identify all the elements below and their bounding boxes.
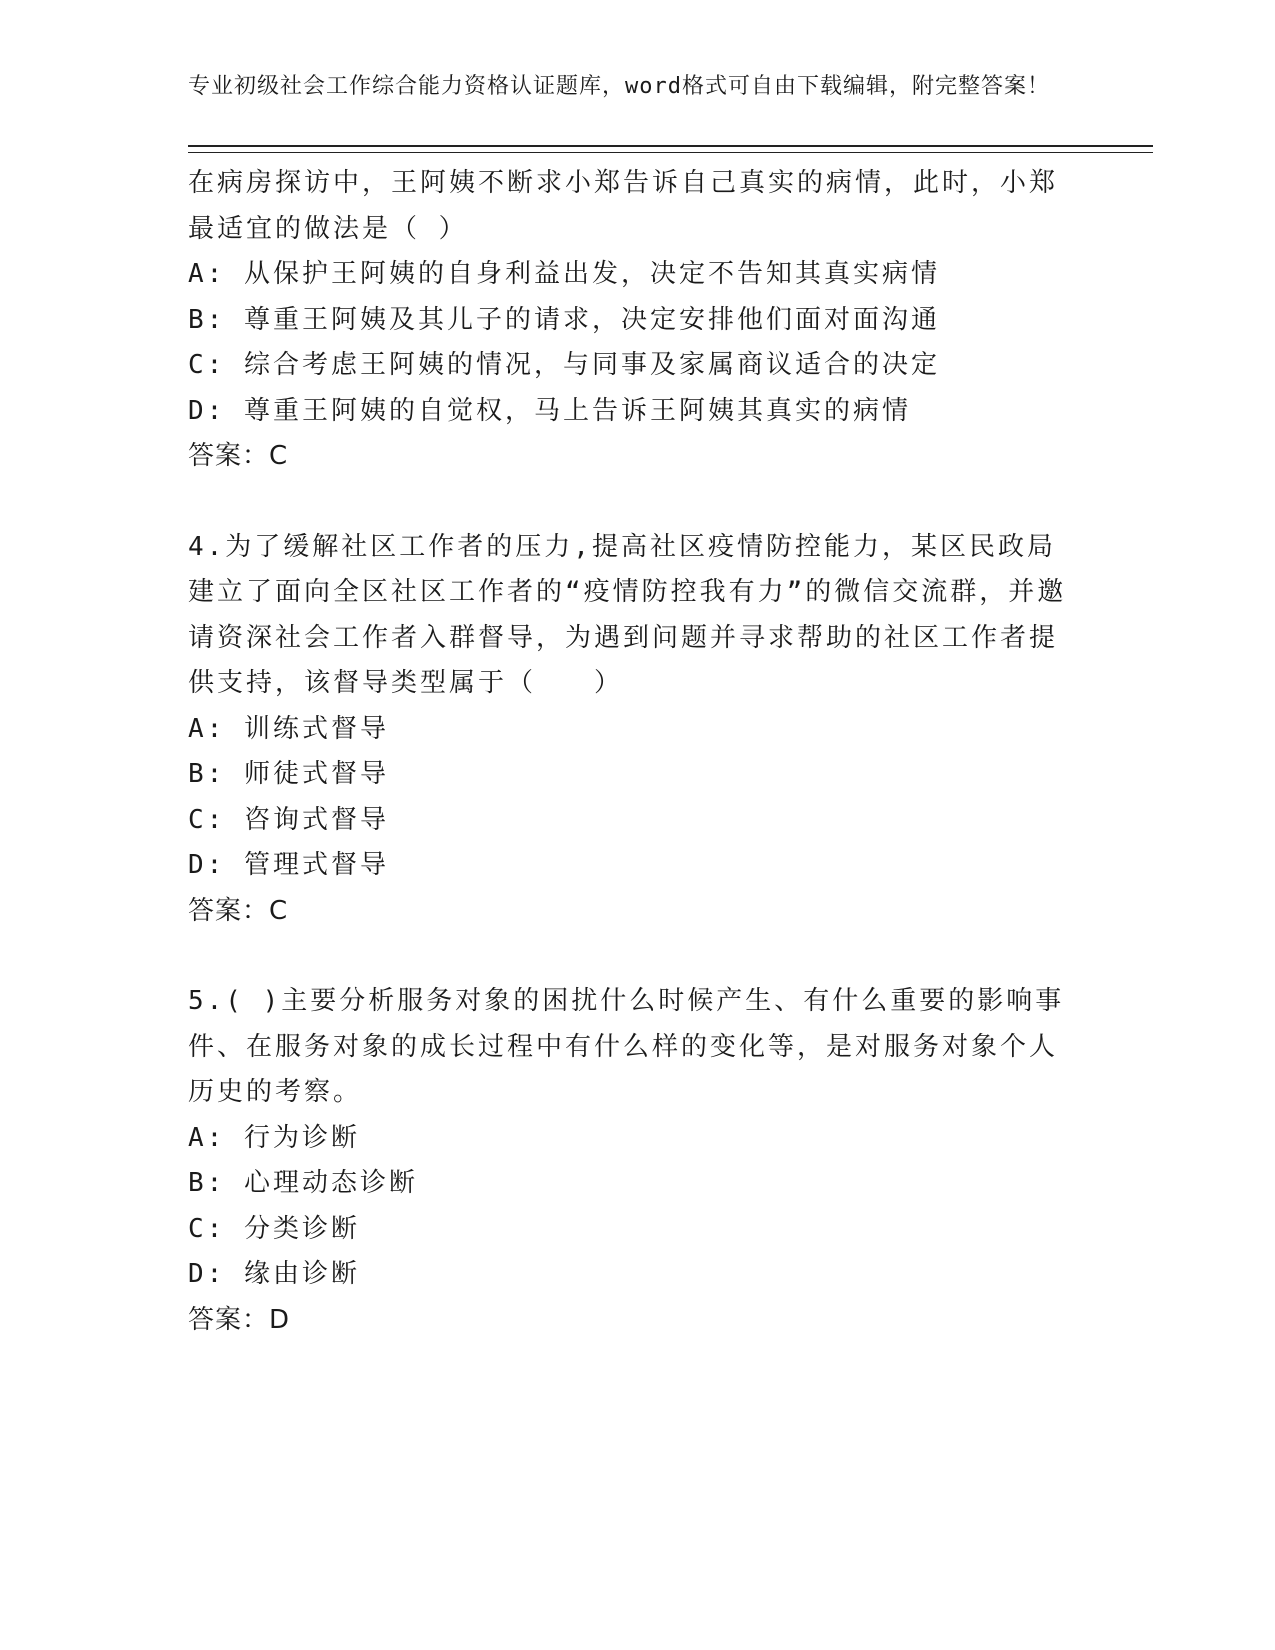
- question-list: [188, 161, 1088, 1343]
- answer-label: 答案：C: [188, 895, 289, 926]
- answer-label: 答案：C: [188, 441, 289, 471]
- question-item: [188, 979, 1088, 1343]
- option-a: A: 行为诊断: [188, 1122, 360, 1153]
- document-page: [188, 70, 1088, 1343]
- option-b: B: 心理动态诊断: [188, 1168, 418, 1198]
- question-stem: 5.( )主要分析服务对象的困扰什么时候产生、有什么重要的影响事件、在服务对象的成长过程中有什么样的变化等，是对服务对象个人历史的考察。: [188, 986, 1065, 1107]
- option-d: D: 尊重王阿姨的自觉权，马上告诉王阿姨其真实的病情: [188, 395, 911, 426]
- document-header: 专业初级社会工作综合能力资格认证题库，word格式可自由下载编辑，附完整答案！: [188, 74, 1050, 99]
- question-stem: 4.为了缓解社区工作者的压力,提高社区疫情防控能力，某区民政局建立了面向全区社区工作者的“疫情防控我有力”的微信交流群，并邀请资深社会工作者入群督导，为遇到问题并寻求帮助的社区工作者提供支持，该督导类型属于（ ）: [188, 531, 1067, 698]
- option-c: C: 综合考虑王阿姨的情况，与同事及家属商议适合的决定: [188, 350, 940, 380]
- question-item: [188, 525, 1088, 935]
- question-stem: 在病房探访中，王阿姨不断求小郑告诉自己真实的病情，此时，小郑最适宜的做法是（ ）: [188, 168, 1059, 244]
- option-a: A: 从保护王阿姨的自身利益出发，决定不告知其真实病情: [188, 259, 940, 289]
- option-b: B: 师徒式督导: [188, 759, 389, 789]
- question-item: [188, 161, 1088, 480]
- option-d: D: 管理式督导: [188, 850, 389, 880]
- answer-label: 答案：D: [188, 1304, 291, 1335]
- option-c: C: 咨询式督导: [188, 804, 389, 835]
- header-divider: [188, 145, 1153, 153]
- question-spacer: [188, 480, 1088, 525]
- option-b: B: 尊重王阿姨及其儿子的请求，决定安排他们面对面沟通: [188, 304, 940, 335]
- option-a: A: 训练式督导: [188, 713, 389, 744]
- question-spacer: [188, 934, 1088, 979]
- option-d: D: 缘由诊断: [188, 1259, 360, 1289]
- option-c: C: 分类诊断: [188, 1213, 360, 1244]
